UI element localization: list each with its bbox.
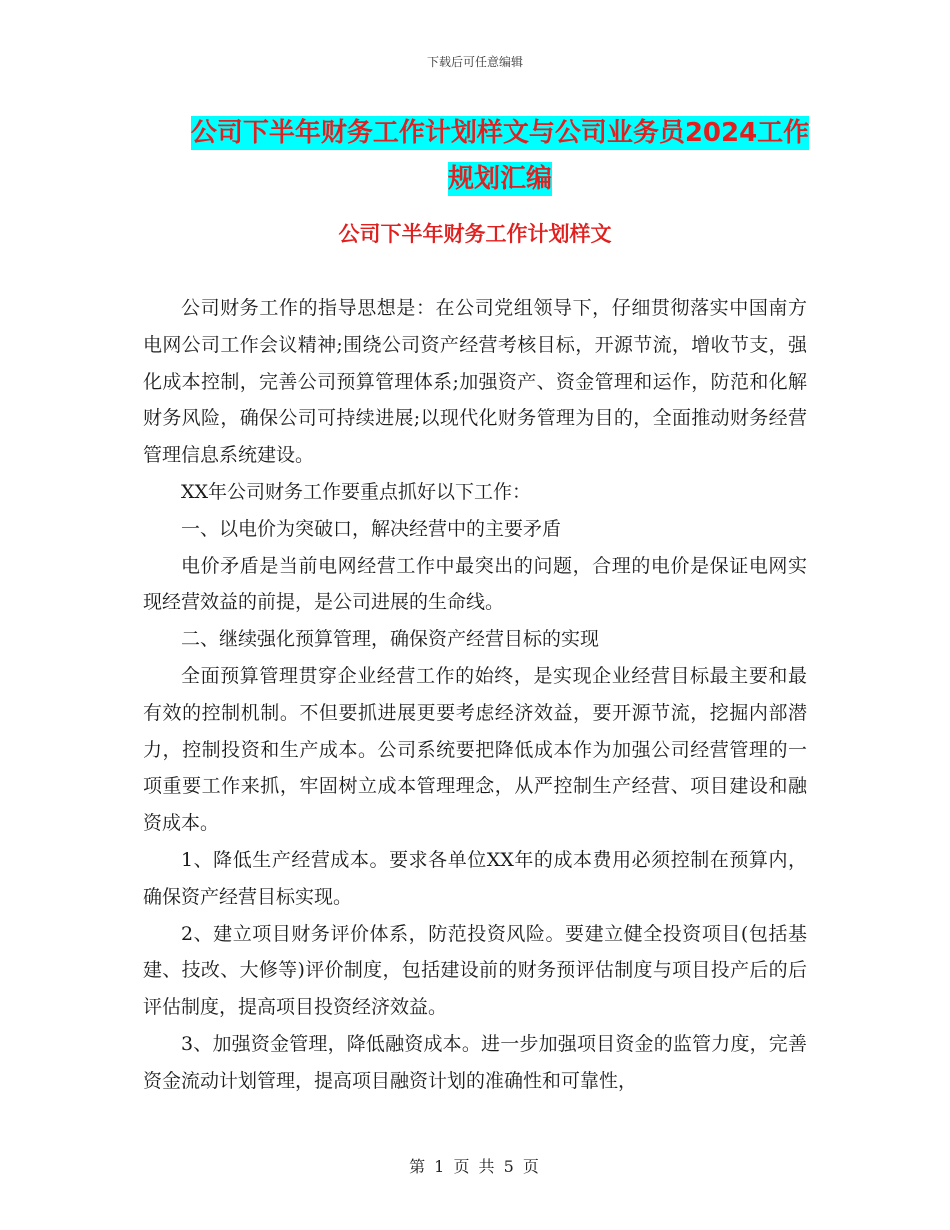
- page-number: 第 1 页 共 5 页: [409, 1157, 541, 1176]
- document-title: [150, 110, 850, 202]
- paragraph: 二、继续强化预算管理，确保资产经营目标的实现: [181, 628, 600, 651]
- paragraph: 全面预算管理贯穿企业经营工作的始终，是实现企业经营目标最主要和最有效的控制机制。不但要抓进展更要考虑经济效益，要开源节流，挖掘内部潜力，控制投资和生产成本。公司系统要把降低成本作为加强公司经营管理的一项重要工作来抓，牢固树立成本管理理念，从严控制生产经营、项目建设和融资成本。: [143, 664, 807, 835]
- header-note: 下载后可任意编辑: [426, 55, 523, 69]
- title-line-2: 规划汇编: [447, 164, 552, 194]
- title-line-1: 公司下半年财务工作计划样文与公司业务员2024工作: [190, 118, 810, 148]
- paragraph: 一、以电价为突破口，解决经营中的主要矛盾: [181, 517, 562, 540]
- section-title: 公司下半年财务工作计划样文: [338, 222, 612, 246]
- paragraph: XX年公司财务工作要重点抓好以下工作：: [181, 480, 532, 503]
- paragraph: 2、建立项目财务评价体系，防范投资风险。要建立健全投资项目(包括基建、技改、大修等)评价制度，包括建设前的财务预评估制度与项目投产后的后评估制度，提高项目投资经济效益。: [143, 922, 807, 1019]
- paragraph: 公司财务工作的指导思想是：在公司党组领导下，仔细贯彻落实中国南方电网公司工作会议精神;围绕公司资产经营考核目标，开源节流，增收节支，强化成本控制，完善公司预算管理体系;加强资产、资金管理和运作，防范和化解财务风险，确保公司可持续进展;以现代化财务管理为目的，全面推动财务经营管理信息系统建设。: [143, 297, 807, 467]
- paragraph: 3、加强资金管理，降低融资成本。进一步加强项目资金的监管力度，完善资金流动计划管理，提高项目融资计划的准确性和可靠性，: [143, 1032, 807, 1092]
- document-body: [143, 290, 807, 1100]
- paragraph: 电价矛盾是当前电网经营工作中最突出的问题，合理的电价是保证电网实现经营效益的前提，是公司进展的生命线。: [143, 554, 807, 614]
- paragraph: 1、降低生产经营成本。要求各单位XX年的成本费用必须控制在预算内，确保资产经营目标实现。: [143, 848, 807, 908]
